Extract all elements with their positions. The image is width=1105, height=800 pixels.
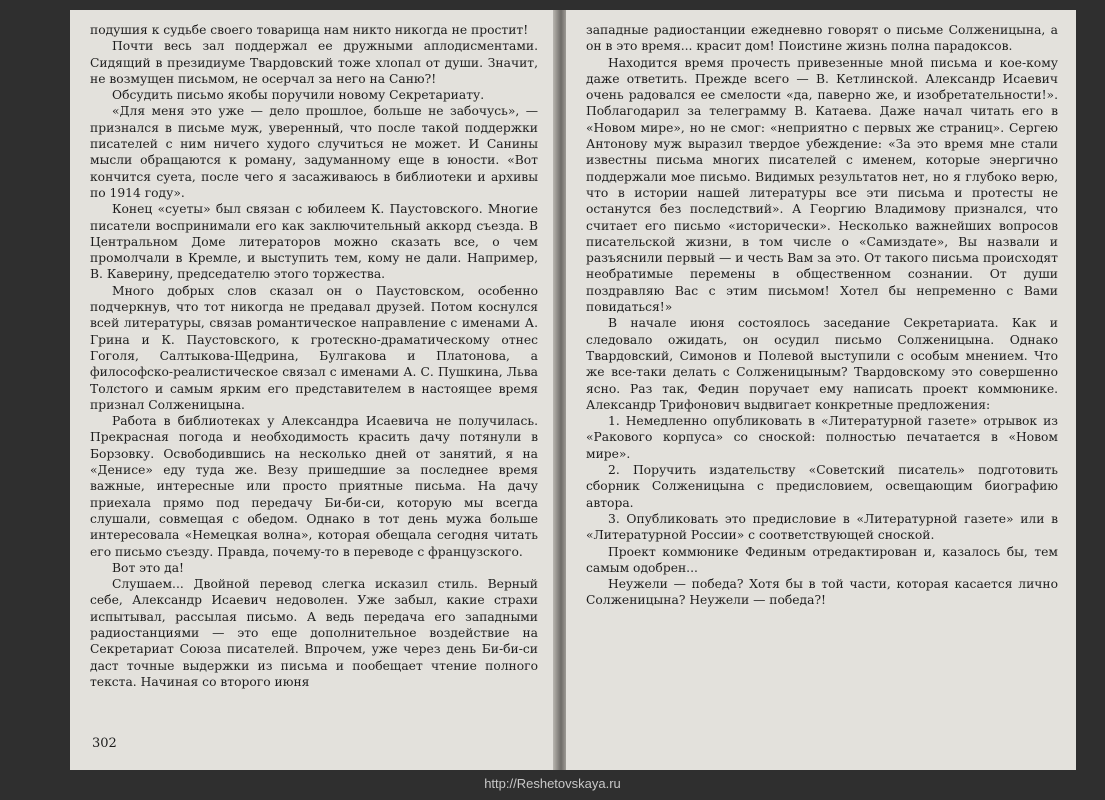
paragraph: 2. Поручить издательству «Советский писатель» подготовить сборник Солженицына с предисловием, освещающим биографию автора. (586, 463, 1058, 510)
right-page (566, 10, 1076, 770)
paragraph: В начале июня состоялось заседание Секретариата. Как и следовало ожидать, он осудил письмо Солженицына. Однако Твардовский, Симонов и Полевой выступили с особым мнением. Что же все-таки делать с Солженицыным? Твардовскому это совершенно ясно. Раз так, Федин поручает ему написать проект коммюнике. Александр Трифонович выдвигает конкретные предложения: (586, 316, 1058, 412)
paragraph: 1. Немедленно опубликовать в «Литературной газете» отрывок из «Ракового корпуса» со сноской: полностью печатается в «Новом мире». (586, 414, 1058, 461)
paragraph: Неужели — победа? Хотя бы в той части, которая касается лично Солженицына? Неужели — победа?! (586, 577, 1058, 608)
paragraph: подушия к судьбе своего товарища нам никто никогда не простит! (90, 23, 529, 37)
paragraph: «Для меня это уже — дело прошлое, больше не забочусь», — признался в письме муж, уверенный, что после такой поддержки писателей с ним ничего худого случиться не может. И Санины мысли обращаются к роману, задуманному еще в юности. «Вот кончится суета, после чего я засаживаюсь в библиотеки и архивы по 1914 году». (90, 104, 538, 200)
paragraph: Работа в библиотеках у Александра Исаевича не получилась. Прекрасная погода и необходимость красить дачу потянули в Борзовку. Освободившись на несколько дней от занятий, я на «Денисе» еду туда же. Везу пришедшие за последнее время важные, интересные или просто приятные письма. На дачу приехала прямо под передачу Би-би-си, которую мы всегда слушали, совмещая с обедом. Однако в тот день мужа больше интересовала «Немецкая волна», которая обещала сегодня читать его письмо съезду. Правда, почему-то в переводе с французского. (90, 414, 538, 559)
paragraph: 3. Опубликовать это предисловие в «Литературной газете» или в «Литературной России» с соответствующей сноской. (586, 511, 1058, 543)
source-url[interactable]: http://Reshetovskaya.ru (484, 776, 621, 791)
paragraph: Конец «суеты» был связан с юбилеем К. Паустовского. Многие писатели воспринимали его как заключительный аккорд съезда. В Центральном Доме литераторов можно сказать все, о чем промолчали в Кремле, и выступить тем, кому не дали. Например, В. Каверину, председателю этого торжества. (90, 202, 538, 282)
paragraph: Находится время прочесть привезенные мной письма и кое-кому даже ответить. Прежде всего — В. Кетлинской. Александр Исаевич очень радовался ее смелости «да, паверно же, и изобретательности!». Поблагодарил за телеграмму В. Катаева. Даже начал читать его в «Новом мире», но не смог: «неприятно с первых же страниц». Сергею Антонову муж выразил твердое убеждение: «За это время мне стали известны письма многих писателей с именем, которые энергично поддержали мое письмо. Видимых результатов нет, но я глубоко верю, что в истории нашей литературы все эти письма и протесты не останутся без последствий». А Георгию Владимову признался, что считает его письмо «исторически». Несколько важнейших вопросов писательской жизни, в том числе о «Самиздате», Вы назвали и разъяснили первый — и честь Вам за это. От такого письма происходят необратимые перемены в общественном сознании. От души поздравляю Вас с этим письмом! Хотел бы непременно с Вами повидаться!» (586, 55, 1058, 315)
paragraph: Обсудить письмо якобы поручили новому Секретариату. (112, 88, 485, 103)
paragraph: Почти весь зал поддержал ее дружными аплодисментами. Сидящий в президиуме Твардовский тоже хлопал от души. Значит, не возмущен письмом, не осерчал за него на Саню?! (90, 39, 538, 86)
paragraph: Вот это да! (112, 560, 184, 575)
paragraph: Много добрых слов сказал он о Паустовском, особенно подчеркнув, что тот никогда не предавал друзей. Потом коснулся всей литературы, связав романтическое направление с именами А. Грина и К. Паустовского, к гротескно-драматическому отнес Гоголя, Салтыкова-Щедрина, Булгакова и Платонова, а философско-реалистическое связал с именами А. С. Пушкина, Льва Толстого и самым ярким его представителем в настоящее время признал Солженицына. (90, 283, 538, 412)
left-page (70, 10, 556, 770)
paragraph: Проект коммюнике Фединым отредактирован и, казалось бы, тем самым одобрен... (586, 544, 1058, 575)
paragraph: западные радиостанции ежедневно говорят о письме Солженицына, а он в это время... красит дом! Поистине жизнь полна парадоксов. (586, 23, 1058, 54)
paragraph: Слушаем... Двойной перевод слегка исказил стиль. Верный себе, Александр Исаевич недоволен. Уже забыл, какие страхи испытывал, рассылая письмо. А ведь передача его западными радиостанциями — это еще дополнительное воздействие на Секретариат Союза писателей. Впрочем, уже через день Би-би-си даст точные выдержки из письма и пообещает чтение полного текста. Начиная со второго июня (90, 577, 538, 689)
page-number: 302 (92, 736, 117, 751)
